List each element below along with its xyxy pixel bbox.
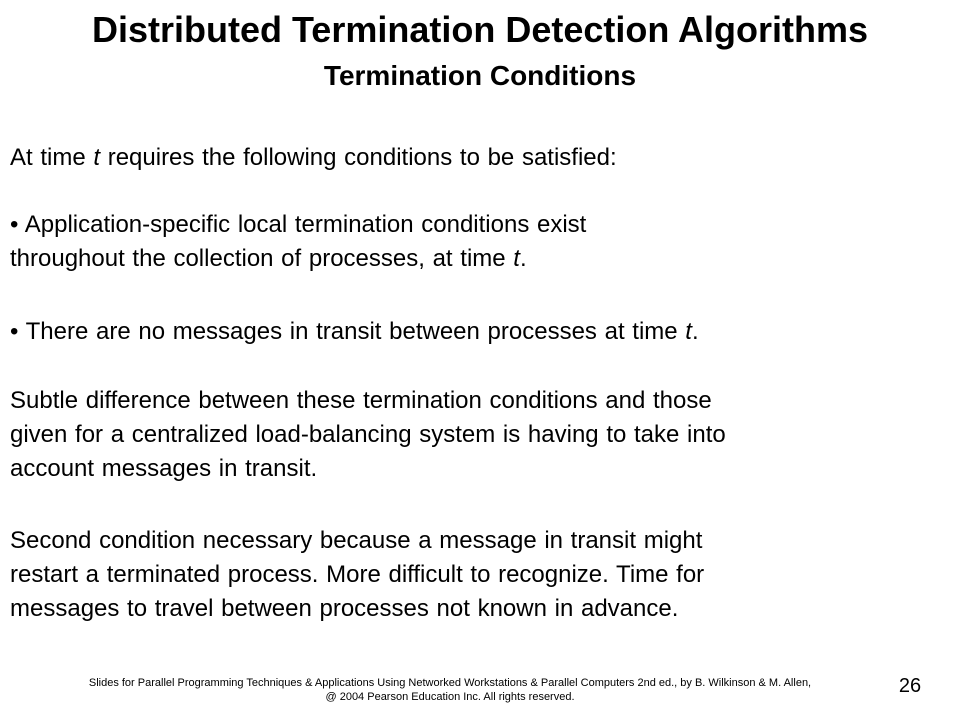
bullet-no-messages-variable: t (685, 318, 692, 345)
bullet-local-termination-line1: • Application-specific local termination conditions exist (10, 211, 587, 238)
footer-copyright-line2: @ 2004 Pearson Education Inc. All rights reserved. (325, 691, 575, 703)
subtle-difference-line3: account messages in transit. (10, 455, 318, 482)
bullet-local-termination-post: . (519, 245, 527, 272)
slide-title: Distributed Termination Detection Algorithms (91, 9, 869, 50)
intro-time-variable: t (93, 144, 101, 171)
bullet-no-messages-post: . (691, 318, 699, 345)
bullet-local-termination (10, 208, 940, 276)
slide-footer (40, 676, 860, 704)
second-condition-paragraph (10, 524, 940, 626)
slide-subtitle: Termination Conditions (323, 60, 637, 91)
second-condition-line2: restart a terminated process. More difficult to recognize. Time for (10, 561, 705, 588)
subtle-difference-paragraph (10, 384, 940, 486)
page-number: 26 (898, 675, 922, 697)
bullet-local-termination-line2 (10, 242, 940, 276)
bullet-local-termination-pre: throughout the collection of processes, at time (10, 245, 514, 272)
intro-paragraph (10, 141, 940, 175)
second-condition-line1: Second condition necessary because a message in transit might (10, 527, 703, 554)
intro-text-pre: At time (10, 144, 94, 171)
bullet-no-messages-pre: • There are no messages in transit between processes at time (10, 318, 686, 345)
intro-text-post: requires the following conditions to be satisfied: (100, 144, 617, 171)
subtle-difference-line2: given for a centralized load-balancing system is having to take into (10, 421, 726, 448)
bullet-local-termination-variable: t (513, 245, 520, 272)
footer-citation-line1: Slides for Parallel Programming Techniques & Applications Using Networked Workstations & Parallel Computers 2nd ed., by B. Wilkinson & M. Allen, (88, 677, 812, 689)
bullet-no-messages (10, 315, 940, 349)
subtle-difference-line1: Subtle difference between these termination conditions and those (10, 387, 712, 414)
second-condition-line3: messages to travel between processes not known in advance. (10, 595, 679, 622)
